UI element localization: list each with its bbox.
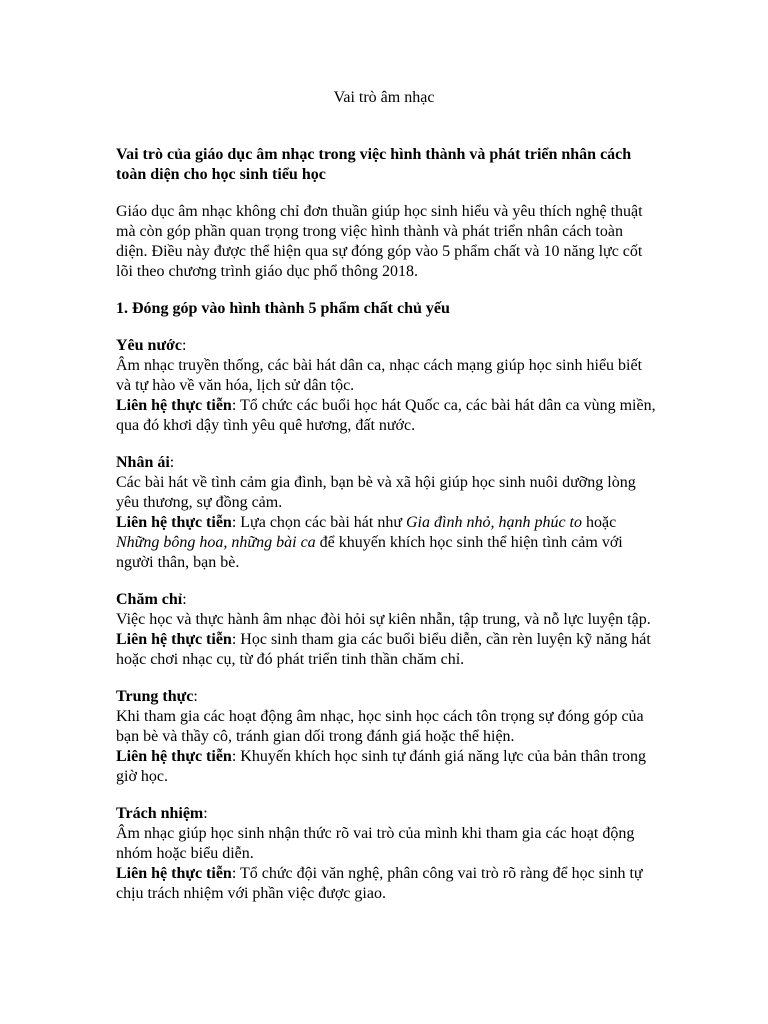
quality-description: Việc học và thực hành âm nhạc đòi hỏi sự kiên nhẫn, tập trung, và nỗ lực luyện tập. (116, 611, 651, 628)
quality-title: Nhân ái: (116, 454, 175, 471)
quality-block-yeu-nuoc (116, 336, 656, 436)
quality-block-cham-chi (116, 590, 656, 670)
quality-title: Chăm chỉ: (116, 591, 187, 608)
quality-practice: Liên hệ thực tiễn: Lựa chọn các bài hát như Gia đình nhỏ, hạnh phúc to hoặc Những bông hoa, những bài ca để khuyến khích học sinh thể hiện tình cảm với người thân, bạn bè. (116, 514, 623, 571)
quality-block-nhan-ai (116, 453, 656, 573)
quality-description: Các bài hát về tình cảm gia đình, bạn bè và xã hội giúp học sinh nuôi dưỡng lòng yêu thương, sự đồng cảm. (116, 474, 636, 511)
quality-practice: Liên hệ thực tiễn: Tổ chức các buổi học hát Quốc ca, các bài hát dân ca vùng miền, qua đó khơi dậy tình yêu quê hương, đất nước. (116, 397, 656, 434)
quality-practice: Liên hệ thực tiễn: Tổ chức đội văn nghệ, phân công vai trò rõ ràng để học sinh tự chịu trách nhiệm với phần việc được giao. (116, 865, 643, 902)
intro-paragraph: Giáo dục âm nhạc không chỉ đơn thuần giúp học sinh hiểu và yêu thích nghệ thuật mà còn góp phần quan trọng trong việc hình thành và phát triển nhân cách toàn diện. Điều này được thể hiện qua sự đóng góp vào 5 phẩm chất và 10 năng lực cốt lõi theo chương trình giáo dục phổ thông 2018. (116, 203, 643, 280)
document-body (116, 145, 656, 904)
quality-title: Yêu nước: (116, 337, 187, 354)
document-title: Vai trò âm nhạc (333, 89, 435, 106)
quality-block-trung-thuc (116, 687, 656, 787)
main-heading: Vai trò của giáo dục âm nhạc trong việc hình thành và phát triển nhân cách toàn diện cho học sinh tiểu học (116, 146, 632, 183)
song-title: Những bông hoa, những bài ca (116, 534, 316, 551)
quality-description: Âm nhạc giúp học sinh nhận thức rõ vai trò của mình khi tham gia các hoạt động nhóm hoặc biểu diễn. (116, 825, 635, 862)
quality-description: Âm nhạc truyền thống, các bài hát dân ca, nhạc cách mạng giúp học sinh hiểu biết và tự hào về văn hóa, lịch sử dân tộc. (116, 357, 643, 394)
quality-description: Khi tham gia các hoạt động âm nhạc, học sinh học cách tôn trọng sự đóng góp của bạn bè và thầy cô, tránh gian dối trong đánh giá hoặc thể hiện. (116, 708, 644, 745)
quality-block-trach-nhiem (116, 804, 656, 904)
section-heading: 1. Đóng góp vào hình thành 5 phẩm chất chủ yếu (116, 300, 450, 317)
quality-title: Trách nhiệm: (116, 805, 208, 822)
quality-practice: Liên hệ thực tiễn: Học sinh tham gia các buổi biểu diễn, cần rèn luyện kỹ năng hát hoặc chơi nhạc cụ, từ đó phát triển tinh thần chăm chỉ. (116, 631, 651, 668)
quality-practice: Liên hệ thực tiễn: Khuyến khích học sinh tự đánh giá năng lực của bản thân trong giờ học. (116, 748, 646, 785)
quality-title: Trung thực: (116, 688, 198, 705)
song-title: Gia đình nhỏ, hạnh phúc to (406, 514, 582, 531)
